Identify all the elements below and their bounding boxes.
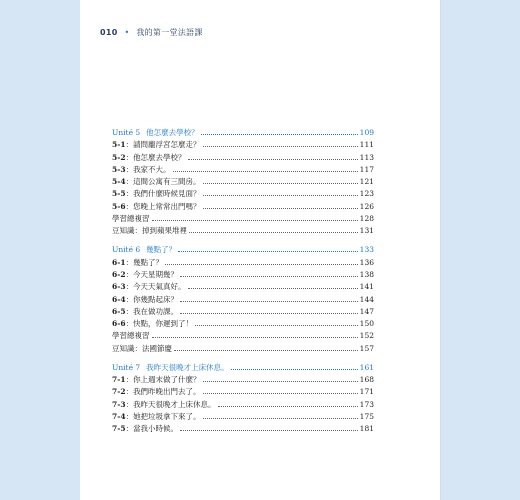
lesson-id: 6-4 bbox=[112, 294, 126, 304]
lesson-id: 7-2 bbox=[112, 387, 126, 397]
unit-page-number: 133 bbox=[359, 245, 374, 255]
entry-page-number: 117 bbox=[359, 164, 374, 174]
toc-entry[interactable] bbox=[112, 186, 374, 198]
entry-page-number: 126 bbox=[359, 201, 374, 211]
lesson-colon: ： bbox=[125, 306, 134, 316]
dot-leader bbox=[178, 250, 358, 252]
unit-page-number: 109 bbox=[359, 128, 374, 137]
entry-page-number: 111 bbox=[359, 140, 374, 150]
dot-leader bbox=[201, 133, 358, 135]
toc-entry[interactable] bbox=[112, 211, 374, 223]
lesson-id: 5-1 bbox=[112, 140, 126, 150]
toc-entry[interactable] bbox=[112, 409, 374, 421]
toc-unit-heading[interactable] bbox=[112, 124, 374, 137]
entry-title: 她把垃圾拿下來了。 bbox=[133, 411, 201, 421]
dot-leader bbox=[203, 392, 358, 394]
toc-entry[interactable] bbox=[112, 279, 374, 291]
lesson-colon: ： bbox=[125, 257, 134, 267]
lesson-colon: ： bbox=[125, 294, 134, 304]
entry-page-number: 147 bbox=[359, 306, 374, 316]
lesson-colon: ： bbox=[125, 387, 134, 397]
toc-entry[interactable] bbox=[112, 223, 374, 235]
lesson-id: 5-4 bbox=[112, 177, 126, 187]
dot-leader bbox=[180, 312, 358, 314]
dot-leader bbox=[203, 207, 358, 209]
page-header bbox=[100, 27, 203, 38]
entry-title: 你幾點起床？ bbox=[133, 294, 179, 304]
entry-title: 請問龐浮宮怎麼走？ bbox=[133, 140, 201, 150]
dot-leader bbox=[203, 417, 358, 419]
toc-entry[interactable] bbox=[112, 396, 374, 408]
entry-title: 豆知識：法國節慶 bbox=[112, 343, 172, 353]
entry-page-number: 113 bbox=[359, 152, 374, 162]
lesson-colon: ： bbox=[125, 399, 134, 409]
entry-title: 幾點了？ bbox=[133, 257, 164, 267]
entry-title: 您晚上常常出門嗎？ bbox=[133, 201, 201, 211]
dot-leader bbox=[195, 324, 358, 326]
entry-page-number: 175 bbox=[359, 411, 374, 421]
lesson-id: 7-3 bbox=[112, 399, 126, 409]
dot-leader bbox=[231, 368, 358, 370]
book-title: 我的第一堂法語課 bbox=[136, 28, 203, 37]
toc-entry[interactable] bbox=[112, 328, 374, 340]
dot-leader bbox=[203, 145, 358, 147]
page-number: 010 bbox=[100, 28, 118, 37]
entry-title: 我家不大。 bbox=[133, 164, 171, 174]
toc-unit-heading[interactable] bbox=[112, 359, 374, 372]
dot-leader bbox=[173, 170, 358, 172]
entry-page-number: 181 bbox=[359, 424, 374, 434]
toc-entry[interactable] bbox=[112, 267, 374, 279]
dot-leader bbox=[189, 231, 358, 233]
lesson-id: 6-1 bbox=[112, 257, 126, 267]
lesson-id: 7-1 bbox=[112, 375, 126, 385]
dot-leader bbox=[152, 336, 358, 338]
lesson-id: 5-2 bbox=[112, 152, 126, 162]
lesson-id: 6-2 bbox=[112, 269, 126, 279]
toc-entry[interactable] bbox=[112, 254, 374, 266]
entry-title: 這間公寓有三間房。 bbox=[133, 177, 201, 187]
toc-entry[interactable] bbox=[112, 304, 374, 316]
lesson-id: 6-5 bbox=[112, 306, 126, 316]
lesson-id: 6-3 bbox=[112, 282, 126, 292]
lesson-id: 5-6 bbox=[112, 201, 126, 211]
dot-leader bbox=[180, 300, 358, 302]
entry-page-number: 168 bbox=[359, 375, 374, 385]
entry-page-number: 144 bbox=[359, 294, 374, 304]
unit-page-number: 161 bbox=[359, 362, 374, 372]
entry-page-number: 150 bbox=[359, 319, 374, 329]
entry-title: 今天星期幾？ bbox=[133, 269, 179, 279]
entry-title: 他怎麼去學校？ bbox=[133, 152, 186, 162]
toc-entry[interactable] bbox=[112, 372, 374, 384]
lesson-colon: ： bbox=[125, 140, 134, 150]
entry-page-number: 157 bbox=[359, 343, 374, 353]
lesson-colon: ： bbox=[125, 424, 134, 434]
entry-title: 我昨天很晚才上床休息。 bbox=[133, 399, 216, 409]
entry-page-number: 152 bbox=[359, 331, 374, 341]
lesson-id: 6-6 bbox=[112, 319, 126, 329]
entry-page-number: 138 bbox=[359, 269, 374, 279]
entry-page-number: 121 bbox=[359, 177, 374, 187]
lesson-colon: ： bbox=[125, 177, 134, 187]
toc-entry[interactable] bbox=[112, 198, 374, 210]
entry-page-number: 171 bbox=[359, 387, 374, 397]
header-separator: • bbox=[124, 28, 130, 37]
toc-entry[interactable] bbox=[112, 291, 374, 303]
toc-entry[interactable] bbox=[112, 421, 374, 433]
dot-leader bbox=[174, 349, 358, 351]
toc-entry[interactable] bbox=[112, 149, 374, 161]
table-of-contents bbox=[112, 124, 374, 433]
lesson-colon: ： bbox=[125, 411, 134, 421]
dot-leader bbox=[152, 219, 358, 221]
entry-title: 當我小時候。 bbox=[133, 424, 179, 434]
dot-leader bbox=[188, 287, 358, 289]
dot-leader bbox=[180, 429, 358, 431]
dot-leader bbox=[203, 380, 358, 382]
unit-id: Unité 6 bbox=[112, 245, 141, 255]
dot-leader bbox=[203, 194, 358, 196]
lesson-colon: ： bbox=[125, 201, 134, 211]
unit-title: 幾點了？ bbox=[146, 245, 177, 255]
entry-page-number: 136 bbox=[359, 257, 374, 267]
entry-title: 我們昨晚出門去了。 bbox=[133, 387, 201, 397]
dot-leader bbox=[180, 275, 358, 277]
lesson-id: 7-5 bbox=[112, 424, 126, 434]
toc-entry[interactable] bbox=[112, 316, 374, 328]
unit-id: Unité 7 bbox=[112, 362, 141, 372]
lesson-colon: ： bbox=[125, 164, 134, 174]
toc-entry[interactable] bbox=[112, 162, 374, 174]
entry-title: 我在做功課。 bbox=[133, 306, 179, 316]
lesson-id: 7-4 bbox=[112, 411, 126, 421]
entry-title: 快點，你遲到了！ bbox=[133, 319, 194, 329]
entry-page-number: 141 bbox=[359, 282, 374, 292]
entry-page-number: 131 bbox=[359, 226, 374, 236]
entry-title: 學習總複習 bbox=[112, 331, 150, 341]
entry-title: 你上週末做了什麼？ bbox=[133, 375, 201, 385]
entry-page-number: 173 bbox=[359, 399, 374, 409]
dot-leader bbox=[165, 263, 358, 265]
dot-leader bbox=[203, 182, 358, 184]
toc-entry[interactable] bbox=[112, 384, 374, 396]
entry-page-number: 123 bbox=[359, 189, 374, 199]
lesson-colon: ： bbox=[125, 152, 134, 162]
entry-title: 學習總複習 bbox=[112, 214, 150, 224]
lesson-id: 5-3 bbox=[112, 164, 126, 174]
entry-title: 豆知識：掉到蘋果堆裡 bbox=[112, 226, 187, 236]
lesson-colon: ： bbox=[125, 282, 134, 292]
lesson-colon: ： bbox=[125, 189, 134, 199]
unit-title: 我昨天很晚才上床休息。 bbox=[146, 362, 229, 372]
unit-id: Unité 5 bbox=[112, 128, 141, 137]
lesson-colon: ： bbox=[125, 319, 134, 329]
dot-leader bbox=[218, 405, 358, 407]
entry-title: 今天天氣真好。 bbox=[133, 282, 186, 292]
lesson-id: 5-5 bbox=[112, 189, 126, 199]
lesson-colon: ： bbox=[125, 375, 134, 385]
toc-entry[interactable] bbox=[112, 340, 374, 352]
toc-entry[interactable] bbox=[112, 174, 374, 186]
lesson-colon: ： bbox=[125, 269, 134, 279]
entry-page-number: 128 bbox=[359, 214, 374, 224]
toc-unit-heading[interactable] bbox=[112, 241, 374, 254]
unit-title: 他怎麼去學校？ bbox=[146, 128, 199, 137]
entry-title: 我們什麼時候見面？ bbox=[133, 189, 201, 199]
dot-leader bbox=[188, 158, 358, 160]
toc-entry[interactable] bbox=[112, 137, 374, 149]
